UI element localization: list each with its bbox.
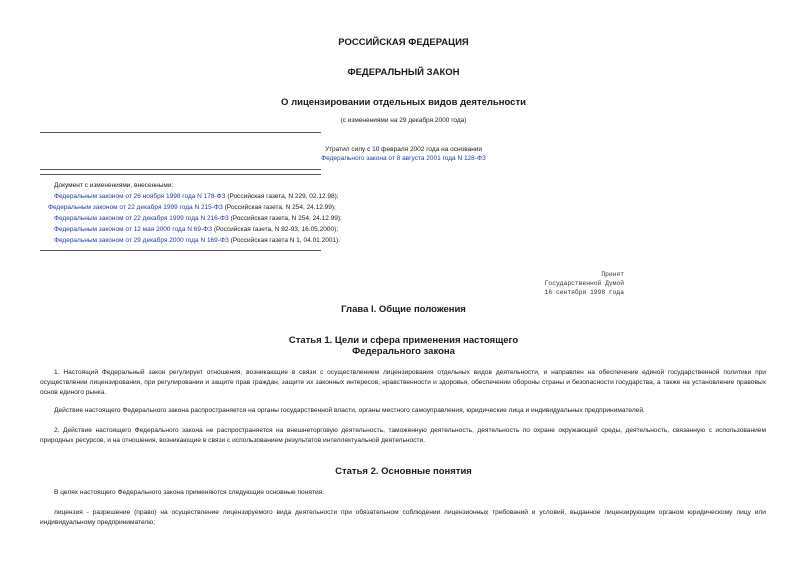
divider xyxy=(40,174,321,175)
repeal-note: Утратил силу с 10 февраля 2002 года на основании xyxy=(324,146,483,153)
adopted-line: Принят xyxy=(601,271,624,278)
amendment-source: (Российская газета N 1, 04.01.2001). xyxy=(228,237,341,244)
paragraph: 1. Настоящий Федеральный закон регулирует отношения, возникающие в связи с осуществлением лицензирования отдельных видов деятельности, и направлен на обеспечение единой государственной политики при осуществлении лицензирования, при регулировании и защите прав граждан, защите их законных интересов, нравственности и здоровья, обеспечении обороны страны и безопасности государства, а также на установление правовых основ единого рынка. xyxy=(40,369,766,397)
article-title: Статья 1. Цели и сфера применения настоящего xyxy=(288,335,519,346)
amendment-link[interactable]: Федеральным законом от 22 декабря 1999 года N 215-ФЗ xyxy=(48,204,223,211)
amendment-link[interactable]: Федеральным законом от 12 мая 2000 года N 69-ФЗ xyxy=(54,226,213,233)
adopted-date: 16 сентября 1998 года xyxy=(544,289,624,296)
federation-heading: РОССИЙСКАЯ ФЕДЕРАЦИЯ xyxy=(338,37,469,48)
amendment-item xyxy=(48,204,336,211)
paragraph: 2. Действие настоящего Федерального закона не распространяется на внешнеторговую деятельность, таможенную деятельность, деятельность по охране окружающей среды, деятельность, связанную с использованием природных ресурсов, и на отношения, возникающие в связи с использованием результатов интеллектуальной деятельности. xyxy=(40,427,766,445)
amendments-intro: Документ с изменениями, внесенными: xyxy=(54,182,174,189)
chapter-title: Глава I. Общие положения xyxy=(341,304,466,315)
amendment-item xyxy=(54,215,342,222)
amendment-source: (Российская газета, N 229, 02.12.98); xyxy=(225,193,339,200)
adopted-line: Государственной Думой xyxy=(544,280,624,287)
amendment-source: (Российская газета, N 254, 24.12.99); xyxy=(228,215,342,222)
paragraph: В целях настоящего Федерального закона применяются следующие основные понятия: xyxy=(54,489,325,496)
article-title: Статья 2. Основные понятия xyxy=(335,466,472,477)
amendment-source: (Российская газета, N 92-93, 16.05.2000); xyxy=(212,226,339,233)
article-title-cont: Федерального закона xyxy=(352,346,455,357)
amendment-link[interactable]: Федеральным законом от 26 ноября 1998 года N 178-ФЗ xyxy=(54,193,226,200)
divider xyxy=(40,169,321,170)
amendment-item xyxy=(54,193,339,200)
amendment-item xyxy=(54,237,340,244)
divider xyxy=(40,132,321,133)
paragraph: Действие настоящего Федерального закона распространяется на органы государственной власти, органы местного самоуправления, юридические лица и индивидуальных предпринимателей. xyxy=(54,407,645,414)
amendment-source: (Российская газета, N 254, 24.12.99); xyxy=(222,204,336,211)
amendment-link[interactable]: Федеральным законом от 22 декабря 1999 года N 216-ФЗ xyxy=(54,215,229,222)
divider xyxy=(40,250,321,251)
paragraph: лицензия - разрешение (право) на осуществление лицензируемого вида деятельности при обязательном соблюдении лицензионных требований и условий, выданное лицензирующим органом юридическому лицу или индивидуальному предпринимателю; xyxy=(40,509,766,527)
amendment-link[interactable]: Федеральным законом от 29 декабря 2000 года N 169-ФЗ xyxy=(54,237,229,244)
repeal-law-link[interactable]: Федерального закона от 8 августа 2001 года N 128-ФЗ xyxy=(321,155,486,162)
amendment-item xyxy=(54,226,338,233)
adopted-block xyxy=(545,270,624,297)
changes-note: (с изменениями на 29 декабря 2000 года) xyxy=(340,117,467,124)
law-title: О лицензировании отдельных видов деятельности xyxy=(281,97,526,108)
law-type-heading: ФЕДЕРАЛЬНЫЙ ЗАКОН xyxy=(347,67,460,78)
